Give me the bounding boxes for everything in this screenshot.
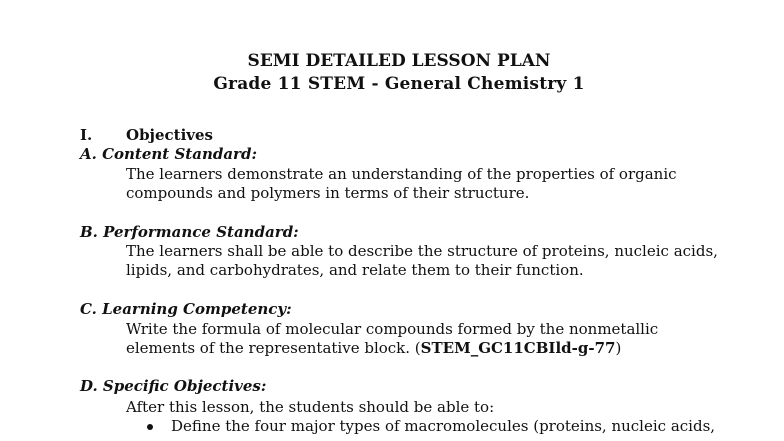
objective-bullet-text: Define the four major types of macromolecules (proteins, nucleic acids, (171, 417, 716, 435)
content-standard-heading: A. Content Standard: (80, 145, 257, 163)
section-title: Objectives (126, 126, 213, 144)
document-title: SEMI DETAILED LESSON PLAN (247, 51, 551, 71)
content-standard-line: The learners demonstrate an understanding of the properties of organic (126, 165, 677, 183)
learning-competency-heading: C. Learning Competency: (80, 300, 292, 318)
learning-competency-line: Write the formula of molecular compounds formed by the nonmetallic (126, 320, 659, 338)
content-standard-text (126, 165, 766, 203)
performance-standard-text (126, 242, 766, 280)
document-subtitle: Grade 11 STEM - General Chemistry 1 (213, 74, 585, 94)
content-standard-line: compounds and polymers in terms of their structure. (126, 184, 530, 202)
specific-objectives-intro-line: After this lesson, the students should be able to: (126, 398, 495, 416)
section-number: I. (80, 126, 93, 144)
learning-competency-prefix: elements of the representative block. ( (126, 339, 421, 357)
performance-standard-line: lipids, and carbohydrates, and relate them to their function. (126, 261, 584, 279)
competency-code: STEM_GC11CBIld-g-77 (420, 339, 616, 357)
learning-competency-line (126, 339, 766, 358)
specific-objectives-heading: D. Specific Objectives: (80, 377, 267, 395)
learning-competency-text (126, 320, 766, 358)
learning-competency-suffix: ) (615, 339, 622, 357)
performance-standard-line: The learners shall be able to describe the structure of proteins, nucleic acids, (126, 242, 718, 260)
bullet-icon (147, 424, 153, 430)
performance-standard-heading: B. Performance Standard: (80, 223, 299, 241)
specific-objectives-intro (126, 398, 766, 417)
